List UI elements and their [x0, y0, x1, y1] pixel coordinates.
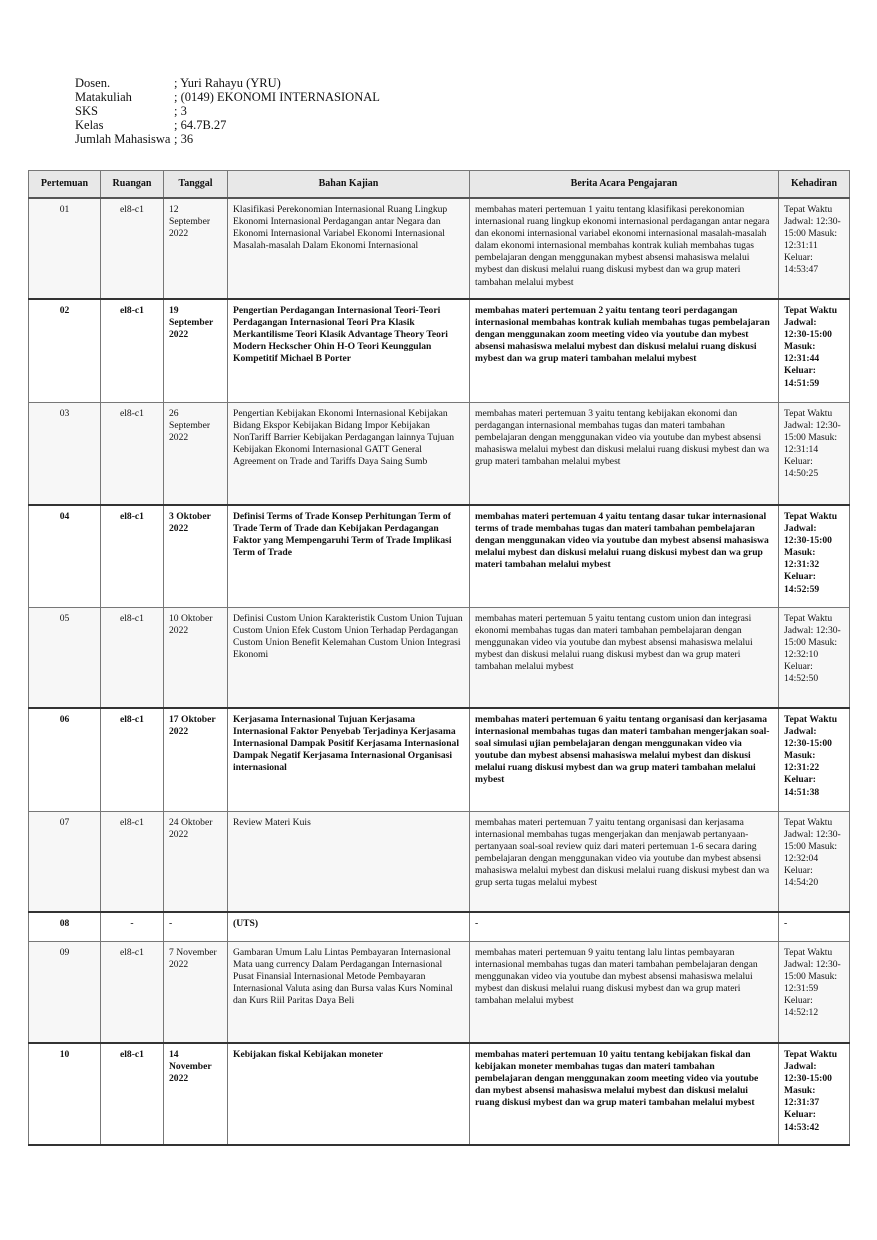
- table-row: [29, 941, 850, 1043]
- cell-pertemuan: 04: [29, 505, 101, 607]
- cell-bahan-kajian: Pengertian Kebijakan Ekonomi Internasional Kebijakan Bidang Ekspor Kebijakan Bidang Impor Kebijakan NonTariff Barrier Kebijakan Perdagangan lainnya Tujuan Kebijakan Ekonomi Internasional GATT General Agreement on Trade and Tariffs Daya Saing Sumb: [228, 402, 470, 505]
- cell-berita-acara: -: [470, 912, 779, 941]
- info-label: Jumlah Mahasiswa: [75, 132, 171, 146]
- cell-pertemuan: 10: [29, 1043, 101, 1145]
- table-row: [29, 198, 850, 299]
- info-label: Matakuliah: [75, 90, 132, 104]
- cell-bahan-kajian: Review Materi Kuis: [228, 811, 470, 912]
- info-value: ; 3: [174, 104, 187, 118]
- attendance-table: [28, 170, 850, 1146]
- table-header-row: [29, 171, 850, 199]
- header-kehadiran: Kehadiran: [779, 171, 850, 199]
- cell-ruangan: el8-c1: [101, 505, 164, 607]
- cell-kehadiran: Tepat Waktu Jadwal: 12:30-15:00 Masuk: 12:31:32 Keluar: 14:52:59: [779, 505, 850, 607]
- cell-ruangan: el8-c1: [101, 299, 164, 402]
- course-info: [75, 76, 380, 146]
- cell-tanggal: 19 September 2022: [164, 299, 228, 402]
- cell-tanggal: 24 Oktober 2022: [164, 811, 228, 912]
- cell-bahan-kajian: Definisi Terms of Trade Konsep Perhitungan Term of Trade Term of Trade dan Kebijakan Perdagangan Faktor yang Mempengaruhi Term of Trade Implikasi Term of Trade: [228, 505, 470, 607]
- cell-pertemuan: 03: [29, 402, 101, 505]
- table-row: [29, 912, 850, 941]
- table-row: [29, 505, 850, 607]
- cell-tanggal: 12 September 2022: [164, 198, 228, 299]
- cell-ruangan: el8-c1: [101, 198, 164, 299]
- cell-berita-acara: membahas materi pertemuan 5 yaitu tentang custom union dan integrasi ekonomi membahas tugas dan materi tambahan pembelajaran dengan menggunakan video via youtube dan mybest absensi mahasiswa melalui mybest dan diskusi melalui ruang diskusi mybest dan wa grup materi tambahan melalui mybest: [470, 607, 779, 708]
- info-row-kelas: [75, 118, 380, 132]
- cell-tanggal: 3 Oktober 2022: [164, 505, 228, 607]
- table-row: [29, 299, 850, 402]
- cell-tanggal: 14 November 2022: [164, 1043, 228, 1145]
- cell-tanggal: 17 Oktober 2022: [164, 708, 228, 811]
- info-label: Dosen.: [75, 76, 111, 90]
- cell-kehadiran: Tepat Waktu Jadwal: 12:30-15:00 Masuk: 12:32:10 Keluar: 14:52:50: [779, 607, 850, 708]
- cell-berita-acara: membahas materi pertemuan 4 yaitu tentang dasar tukar internasional terms of trade membahas tugas dan materi tambahan pembelajaran dengan menggunakan video via youtube dan mybest absensi mahasiswa melalui mybest dan diskusi melalui ruang diskusi mybest dan wa grup materi tambahan melalui mybest: [470, 505, 779, 607]
- cell-pertemuan: 08: [29, 912, 101, 941]
- cell-pertemuan: 06: [29, 708, 101, 811]
- cell-kehadiran: Tepat Waktu Jadwal: 12:30-15:00 Masuk: 12:32:04 Keluar: 14:54:20: [779, 811, 850, 912]
- cell-ruangan: -: [101, 912, 164, 941]
- table-row: [29, 1043, 850, 1145]
- table-row: [29, 402, 850, 505]
- cell-bahan-kajian: Klasifikasi Perekonomian Internasional Ruang Lingkup Ekonomi Internasional Perdagangan antar Negara dan Ekonomi Internasional Variabel Ekonomi Internasional Masalah-masalah Dalam Ekonomi Internasional: [228, 198, 470, 299]
- table-row: [29, 811, 850, 912]
- cell-bahan-kajian: Kebijakan fiskal Kebijakan moneter: [228, 1043, 470, 1145]
- cell-berita-acara: membahas materi pertemuan 9 yaitu tentang lalu lintas pembayaran internasional membahas tugas dan materi tambahan pembelajaran dengan menggunakan video via youtube dan mybest absensi mahasiswa melalui mybest dan diskusi melalui ruang diskusi mybest dan wa grup materi tambahan melalui mybest: [470, 941, 779, 1043]
- header-ruangan: Ruangan: [101, 171, 164, 199]
- cell-tanggal: 26 September 2022: [164, 402, 228, 505]
- info-row-dosen: [75, 76, 380, 90]
- header-pertemuan: Pertemuan: [29, 171, 101, 199]
- info-row-sks: [75, 104, 380, 118]
- cell-berita-acara: membahas materi pertemuan 1 yaitu tentang klasifikasi perekonomian internasional ruang lingkup ekonomi internasional perdagangan antar negara dan ekonomi internasional variabel ekonomi internasional masalah-masalah dalam ekonomi internasional membahas kontrak kuliah membahas tugas pembelajaran dengan menggunakan mybest absensi mahasiswa melalui mybest dan diskusi melalui ruang diskusi mybest dan wa grup materi tambahan melalui mybest: [470, 198, 779, 299]
- info-row-matakuliah: [75, 90, 380, 104]
- info-label: SKS: [75, 104, 98, 118]
- header-bahan-kajian: Bahan Kajian: [228, 171, 470, 199]
- cell-kehadiran: Tepat Waktu Jadwal: 12:30-15:00 Masuk: 12:31:22 Keluar: 14:51:38: [779, 708, 850, 811]
- cell-berita-acara: membahas materi pertemuan 6 yaitu tentang organisasi dan kerjasama internasional membahas tugas dan materi tambahan mengerjakan soal-soal simulasi ujian pembelajaran dengan menggunakan video via youtube dan mybest absensi mahasiswa melalui mybest dan diskusi melalui ruang diskusi mybest dan wa grup materi tambahan melalui mybest: [470, 708, 779, 811]
- cell-kehadiran: Tepat Waktu Jadwal: 12:30-15:00 Masuk: 12:31:37 Keluar: 14:53:42: [779, 1043, 850, 1145]
- table-row: [29, 708, 850, 811]
- cell-ruangan: el8-c1: [101, 941, 164, 1043]
- cell-kehadiran: Tepat Waktu Jadwal: 12:30-15:00 Masuk: 12:31:11 Keluar: 14:53:47: [779, 198, 850, 299]
- cell-bahan-kajian: Pengertian Perdagangan Internasional Teori-Teori Perdagangan Internasional Teori Pra Klasik Merkantilisme Teori Klasik Advantage Theory Teori Modern Heckscher Ohin H-O Teori Keunggulan Kompetitif Michael B Porter: [228, 299, 470, 402]
- cell-ruangan: el8-c1: [101, 607, 164, 708]
- info-label: Kelas: [75, 118, 104, 132]
- cell-tanggal: 10 Oktober 2022: [164, 607, 228, 708]
- cell-pertemuan: 02: [29, 299, 101, 402]
- cell-pertemuan: 05: [29, 607, 101, 708]
- cell-pertemuan: 01: [29, 198, 101, 299]
- cell-tanggal: 7 November 2022: [164, 941, 228, 1043]
- header-berita-acara: Berita Acara Pengajaran: [470, 171, 779, 199]
- cell-ruangan: el8-c1: [101, 708, 164, 811]
- info-value: ; Yuri Rahayu (YRU): [174, 76, 281, 90]
- header-tanggal: Tanggal: [164, 171, 228, 199]
- cell-ruangan: el8-c1: [101, 1043, 164, 1145]
- info-value: ; (0149) EKONOMI INTERNASIONAL: [174, 90, 380, 104]
- cell-bahan-kajian: Gambaran Umum Lalu Lintas Pembayaran Internasional Mata uang currency Dalam Perdagangan Internasional Pusat Finansial Internasional Metode Pembayaran Internasional Valuta asing dan Bursa valas Kurs Nominal dan Kurs Riil Paritas Daya Beli: [228, 941, 470, 1043]
- cell-tanggal: -: [164, 912, 228, 941]
- cell-berita-acara: membahas materi pertemuan 7 yaitu tentang organisasi dan kerjasama internasional membahas tugas mengerjakan dan menjawab pertanyaan-pertanyaan soal-soal review quiz dari materi pertemuan 1-6 secara daring pembelajaran dengan menggunakan video via youtube dan mybest absensi mahasiswa melalui mybest dan diskusi melalui ruang diskusi mybest dan wa grup serta tugas melalui mybest: [470, 811, 779, 912]
- cell-pertemuan: 07: [29, 811, 101, 912]
- cell-kehadiran: -: [779, 912, 850, 941]
- cell-ruangan: el8-c1: [101, 811, 164, 912]
- cell-bahan-kajian: Definisi Custom Union Karakteristik Custom Union Tujuan Custom Union Efek Custom Union Terhadap Perdagangan Custom Union Benefit Kelemahan Custom Union Integrasi Ekonomi: [228, 607, 470, 708]
- cell-kehadiran: Tepat Waktu Jadwal: 12:30-15:00 Masuk: 12:31:14 Keluar: 14:50:25: [779, 402, 850, 505]
- cell-berita-acara: membahas materi pertemuan 3 yaitu tentang kebijakan ekonomi dan perdagangan internasional membahas tugas dan materi tambahan pembelajaran dengan menggunakan video via youtube dan mybest absensi mahasiswa melalui mybest dan diskusi melalui ruang diskusi mybest dan wa grup materi tambahan melalui mybest: [470, 402, 779, 505]
- cell-bahan-kajian: (UTS): [228, 912, 470, 941]
- cell-berita-acara: membahas materi pertemuan 10 yaitu tentang kebijakan fiskal dan kebijakan moneter membahas tugas dan materi tambahan pembelajaran dengan menggunakan zoom meeting video via youtube dan mybest absensi mahasiswa melalui mybest dan diskusi melalui ruang diskusi mybest dan wa grup materi tambahan melalui mybest: [470, 1043, 779, 1145]
- info-value: ; 36: [174, 132, 194, 146]
- info-row-jumlah-mahasiswa: [75, 132, 380, 146]
- cell-kehadiran: Tepat Waktu Jadwal: 12:30-15:00 Masuk: 12:31:59 Keluar: 14:52:12: [779, 941, 850, 1043]
- table-row: [29, 607, 850, 708]
- cell-berita-acara: membahas materi pertemuan 2 yaitu tentang teori perdagangan internasional membahas kontrak kuliah membahas tugas pembelajaran dengan menggunakan zoom meeting video via youtube dan mybest absensi mahasiswa melalui mybest dan diskusi melalui ruang diskusi mybest dan wa grup materi tambahan melalui mybest: [470, 299, 779, 402]
- info-value: ; 64.7B.27: [174, 118, 227, 132]
- cell-ruangan: el8-c1: [101, 402, 164, 505]
- cell-bahan-kajian: Kerjasama Internasional Tujuan Kerjasama Internasional Faktor Penyebab Terjadinya Kerjasama Internasional Dampak Positif Kerjasama Internasional Dampak Negatif Kerjasama Internasional Organisasi internasional: [228, 708, 470, 811]
- cell-kehadiran: Tepat Waktu Jadwal: 12:30-15:00 Masuk: 12:31:44 Keluar: 14:51:59: [779, 299, 850, 402]
- cell-pertemuan: 09: [29, 941, 101, 1043]
